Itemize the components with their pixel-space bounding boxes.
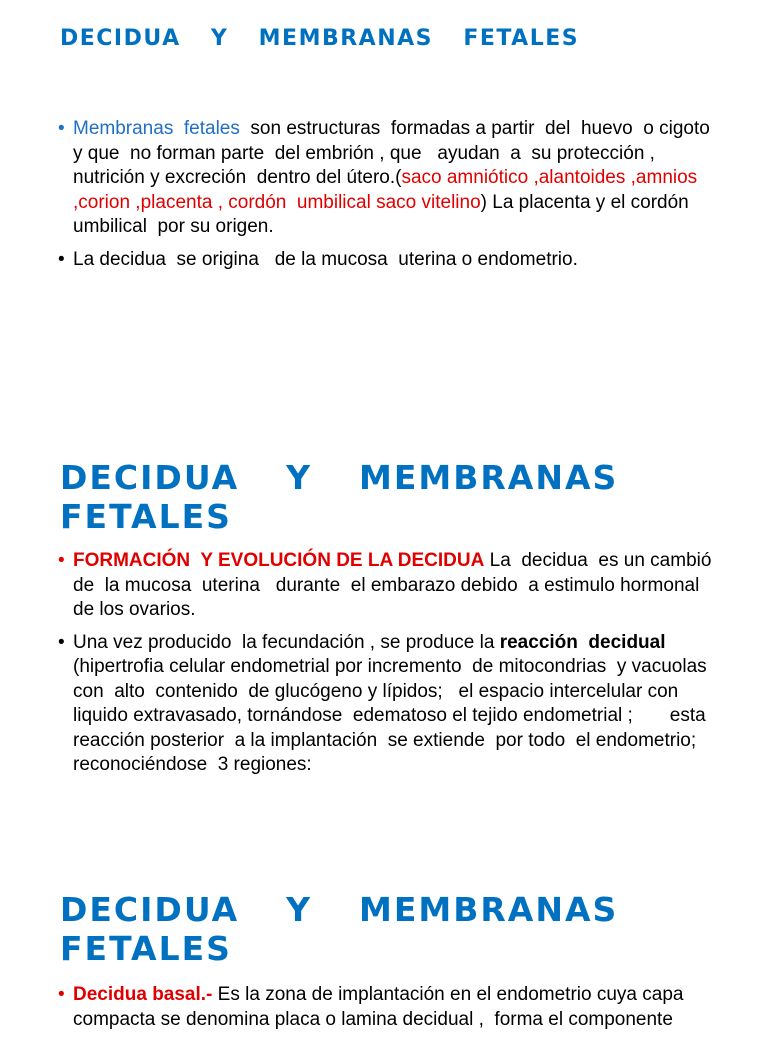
bullet-dot-icon: • — [58, 631, 65, 653]
slide-2-bullet-1 — [58, 549, 718, 623]
body-text: La decidua es un cambió de la mucosa uterina durante el embarazo debido a estimulo hormonal de los ovarios. — [73, 550, 717, 620]
slide-3 — [0, 860, 768, 1030]
slide-2-bullet-2 — [58, 631, 718, 778]
slide-1-bullet-2 — [58, 248, 718, 273]
slide-1-bullet-1 — [58, 117, 718, 240]
slide-3-bullet-list — [58, 983, 718, 1040]
section-heading: Decidua basal.- — [73, 984, 213, 1005]
slide-1 — [0, 0, 768, 430]
body-text: Es la zona de implantación en el endometrio cuya capa compacta se denomina placa o lamina decidual , forma el componente — [73, 984, 689, 1030]
slide-1-title: DECIDUA Y MEMBRANAS FETALES — [60, 26, 580, 51]
body-text: son estructuras formadas a partir del huevo o cigoto y que no forman parte del embrión , que ayudan a su protección , nutrición y excreción dentro del útero.( — [73, 118, 716, 188]
body-text: La decidua se origina de la mucosa uterina o endometrio. — [73, 248, 578, 270]
body-text: ) La placenta y el cordón umbilical por su origen. — [73, 191, 695, 237]
bullet-dot-icon: • — [58, 984, 65, 1005]
bullet-dot-icon: • — [58, 550, 65, 571]
highlight-term: Membranas fetales — [73, 118, 246, 139]
highlight-list: saco amniótico ,alantoides ,amnios ,corion ,placenta , cordón umbilical saco vitelino — [73, 167, 703, 213]
slide-2-bullet-list — [58, 549, 718, 786]
bullet-dot-icon: • — [58, 248, 65, 270]
slide-2-title: DECIDUA Y MEMBRANAS FETALES — [60, 458, 619, 536]
slide-3-bullet-1 — [58, 983, 718, 1032]
slide-1-bullet-list — [58, 117, 718, 280]
slide-2 — [0, 430, 768, 860]
bullet-dot-icon: • — [58, 118, 65, 139]
body-text: Una vez producido la fecundación , se produce la — [73, 631, 500, 653]
body-text: (hipertrofia celular endometrial por incremento de mitocondrias y vacuolas con alto contenido de glucógeno y lípidos; el espacio intercelular con liquido extravasado, tornándose edematoso el tejido endometrial ; esta reacción posterior a la implantación se extiende por todo el endometrio; reconociéndose 3 regiones: — [73, 631, 712, 775]
bold-term: reacción decidual — [499, 631, 666, 653]
section-heading: FORMACIÓN Y EVOLUCIÓN DE LA DECIDUA — [73, 550, 485, 571]
slide-3-title: DECIDUA Y MEMBRANAS FETALES — [60, 890, 619, 968]
